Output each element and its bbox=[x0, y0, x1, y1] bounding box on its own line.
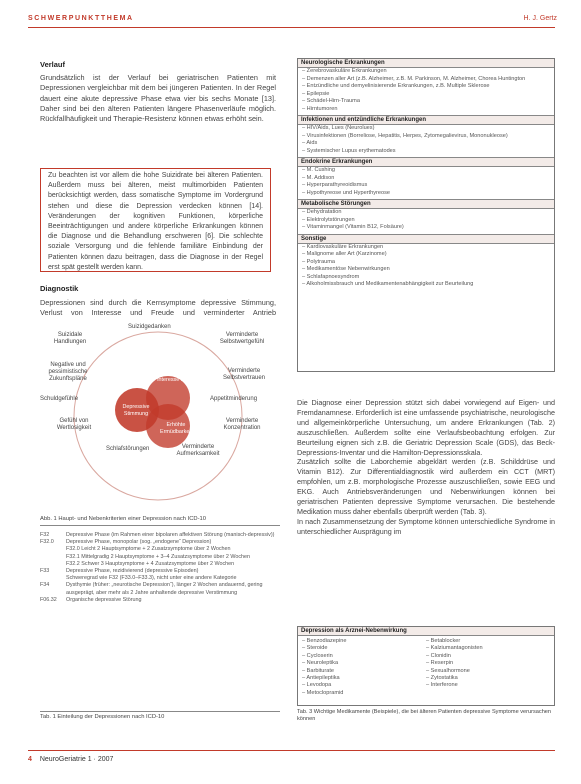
bullet-dash: – bbox=[302, 273, 307, 280]
icd10-criteria-diagram bbox=[40, 322, 276, 504]
drug-name: Benzodiazepine bbox=[306, 638, 347, 644]
bullet-dash: – bbox=[302, 682, 307, 689]
drug-name: Antiepileptika bbox=[306, 675, 340, 682]
caption-rule bbox=[40, 525, 280, 526]
outer-label-11: Suizidale Handlungen bbox=[53, 332, 87, 345]
drug-name: Betablocker bbox=[430, 638, 461, 644]
dx-item-text: Schädel-Hirn-Trauma bbox=[306, 98, 360, 104]
outer-label-3: Verminderte Selbstvertrauen bbox=[222, 368, 266, 381]
drug-name: Steroide bbox=[306, 645, 328, 652]
bullet-dash: – bbox=[302, 243, 307, 250]
bullet-dash: – bbox=[302, 209, 307, 215]
bullet-dash: – bbox=[302, 689, 307, 696]
icd-table bbox=[40, 532, 280, 604]
dx-item bbox=[298, 266, 554, 274]
drug-item bbox=[302, 682, 426, 689]
icd-code bbox=[40, 561, 66, 568]
drug-name: Levodopa bbox=[306, 682, 332, 689]
outer-label-2: Verminderte Selbstwertgefühl bbox=[219, 332, 265, 345]
dx-item bbox=[298, 91, 554, 99]
outer-label-9: Schuldgefühle bbox=[40, 396, 79, 402]
dx-item-text: Vitaminmangel (Vitamin B12, Folsäure) bbox=[306, 224, 404, 230]
bullet-dash: – bbox=[426, 682, 431, 689]
icd-description: Depressive Phase, rezidivierend (depressive Episoden) bbox=[66, 568, 199, 575]
outer-label-1: Suizidgedanken bbox=[128, 324, 171, 330]
core-label-fatigue: Erhöhte Ermüdbarkeit bbox=[159, 422, 193, 435]
dx-item-text: Virusinfektionen (Borreliose, Hepatitis, Herpes, Zytomegalievirus, Mononukleose) bbox=[306, 132, 508, 139]
icd-code: F06.32 bbox=[40, 596, 57, 603]
dx-item bbox=[298, 175, 554, 183]
header-rule bbox=[28, 27, 555, 28]
icd-description: Dysthymie (früher: „neurotische Depression“), länger 2 Wochen andauernd, gering ausgeprägt, aber mehr als 2 Jahre anhaltende depressive Verstimmung bbox=[66, 582, 263, 596]
journal-name: NeuroGeriatrie 1 · 2007 bbox=[39, 756, 114, 763]
dx-item-text: Schlafapnoesyndrom bbox=[306, 273, 360, 280]
dx-item bbox=[298, 167, 554, 175]
drug-name: Kalziumantagonisten bbox=[430, 645, 483, 652]
drug-item bbox=[426, 675, 550, 682]
bullet-dash: – bbox=[426, 638, 431, 644]
bullet-dash: – bbox=[302, 266, 307, 272]
dx-item-text: Polytrauma bbox=[306, 258, 335, 265]
diagnostik-paragraph: Depressionen sind durch die Kernsymptome depressive Stimmung, Verlust von Interesse und Freude und verminderter Antrieb bbox=[40, 298, 276, 318]
figure-caption: Abb. 1 Haupt- und Nebenkriterien einer Depression nach ICD-10 bbox=[40, 516, 206, 522]
dx-item-text: M. Cushing bbox=[306, 167, 335, 173]
footer-rule bbox=[28, 750, 555, 751]
dx-item bbox=[298, 140, 554, 148]
dx-section-title: Neurologische Erkrankungen bbox=[298, 59, 554, 68]
bullet-dash: – bbox=[302, 645, 307, 652]
bullet-dash: – bbox=[302, 98, 307, 104]
drug-item bbox=[426, 668, 550, 675]
icd-description: F32.1 Mittelgradig 2 Hauptsymptome + 3–4 Zusatzsymptome über 2 Wochen bbox=[66, 553, 251, 560]
icd-row bbox=[40, 554, 280, 561]
info-box bbox=[40, 168, 271, 272]
dx-item bbox=[298, 224, 554, 232]
right-column-text bbox=[297, 398, 555, 537]
bullet-dash: – bbox=[426, 675, 431, 682]
drug-item bbox=[302, 645, 426, 652]
bullet-dash: – bbox=[302, 251, 307, 257]
bullet-dash: – bbox=[302, 75, 307, 82]
bullet-dash: – bbox=[426, 652, 431, 659]
bullet-dash: – bbox=[302, 189, 307, 196]
drug-name: Reserpin bbox=[430, 660, 454, 667]
right-paragraph-1: Die Diagnose einer Depression stützt sich dabei vorwiegend auf Eigen- und Fremdanamnese. Erforderlich ist eine umfassende psychiatrische, neurologische und allgemeinkörperliche Untersuchung, um andere Erkrankungen (Tab. 2) auszuschließen. Außerdem sollte eine Verlaufsbeobachtung erfolgen. Zur Beurteilung eignen sich z.B. die Geriatric Depression Scale (GDS), das Beck-Depressions-Inventar und die Hamilton-Depressionsskala. bbox=[297, 398, 555, 457]
icd-description: F32.2 Schwer 3 Hauptsymptome + 4 Zusatzsymptome über 2 Wochen bbox=[66, 560, 235, 567]
dx-section bbox=[298, 199, 554, 234]
outer-label-4: Appetitminderung bbox=[210, 396, 258, 402]
differential-diagnosis-table bbox=[297, 58, 555, 372]
dx-item bbox=[298, 98, 554, 106]
dx-item bbox=[298, 244, 554, 252]
drug-name: Cycloserin bbox=[306, 652, 333, 659]
info-box-text: Zu beachten ist vor allem die hohe Suizidrate bei älteren Patienten. Außerdem muss bei älteren, meist multimorbiden Patienten berücksichtigt werden, dass somatische Symptome im Vordergrund stehen und diese die Depression verdecken können [14]. Veränderungen der kognitiven Funktionen, körperliche Beeinträchtigungen und andere körperliche Erkrankungen können die Diagnose und die Behandlung erschweren [6]. Die schlechte soziale Versorgung und die fehlende familiäre Einbindung der Patienten können dazu beitragen, dass die Diagnose in der Regel erst spät gestellt werden kann. bbox=[48, 172, 263, 271]
bullet-dash: – bbox=[302, 667, 307, 674]
icd-row bbox=[40, 561, 280, 568]
icd-row bbox=[40, 539, 280, 546]
icd-description: Organische depressive Störung bbox=[66, 596, 142, 603]
dx-item-text: Malignome aller Art (Karzinome) bbox=[306, 251, 387, 257]
drug-item bbox=[426, 645, 550, 652]
dx-item-text: Kardiovaskuläre Erkrankungen bbox=[306, 243, 384, 250]
icd-code bbox=[40, 575, 66, 582]
dx-section-title: Infektionen und entzündliche Erkrankungen bbox=[298, 115, 554, 125]
core-label-mood: Depressive Stimmung bbox=[122, 404, 150, 417]
drug-item bbox=[302, 653, 426, 660]
bullet-dash: – bbox=[302, 132, 307, 139]
dx-item-text: HIV/Aids, Lues (Neurolues) bbox=[306, 125, 375, 131]
outer-label-5: Verminderte Konzentration bbox=[223, 418, 261, 431]
drug-table-title: Depression als Arznei-Nebenwirkung bbox=[298, 627, 554, 636]
bullet-dash: – bbox=[302, 105, 307, 112]
dx-item bbox=[298, 190, 554, 198]
bullet-dash: – bbox=[302, 68, 307, 74]
dx-item-text: Alkoholmissbrauch und Medikamentenabhängigkeit zur Beurteilung bbox=[306, 281, 474, 287]
dx-item bbox=[298, 281, 554, 289]
dx-item bbox=[298, 148, 554, 156]
diagnostik-heading: Diagnostik bbox=[40, 284, 79, 293]
bullet-dash: – bbox=[302, 182, 307, 188]
bullet-dash: – bbox=[302, 652, 307, 659]
bullet-dash: – bbox=[302, 660, 307, 667]
icd-row bbox=[40, 568, 280, 575]
dx-item-text: Epilepsie bbox=[306, 90, 330, 97]
drug-item bbox=[302, 660, 426, 667]
dx-section bbox=[298, 157, 554, 199]
icd-description: F32.0 Leicht 2 Hauptsymptome + 2 Zusatzsymptome über 2 Wochen bbox=[66, 546, 231, 553]
dx-section-title: Endokrine Erkrankungen bbox=[298, 157, 554, 167]
verlauf-heading: Verlauf bbox=[40, 60, 66, 69]
page-number: 4 bbox=[28, 756, 32, 763]
outer-label-10: Negative und pessimistische Zukunftspläne bbox=[48, 362, 88, 382]
dx-item bbox=[298, 76, 554, 84]
icd-description: Depressive Phase, monopolar (sog. „endogene“ Depression) bbox=[66, 539, 212, 546]
icd-table-rule bbox=[40, 711, 280, 712]
bullet-dash: – bbox=[426, 660, 431, 667]
drug-name: Sexualhormone bbox=[430, 667, 470, 674]
icd-row bbox=[40, 597, 280, 604]
drug-item bbox=[302, 690, 426, 697]
dx-item bbox=[298, 251, 554, 259]
icd-code: F32 bbox=[40, 532, 50, 538]
drug-side-effect-table bbox=[297, 626, 555, 706]
outer-label-7: Schlafstörungen bbox=[106, 446, 150, 452]
drug-item bbox=[302, 668, 426, 675]
icd-description: Depressive Phase (im Rahmen einer bipolaren affektiven Störung (manisch-depressiv)) bbox=[66, 532, 275, 538]
icd-code: F34 bbox=[40, 582, 50, 589]
dx-item bbox=[298, 68, 554, 76]
bullet-dash: – bbox=[302, 125, 307, 131]
dx-item-text: Hirntumoren bbox=[306, 105, 338, 112]
footer bbox=[28, 756, 113, 763]
bullet-dash: – bbox=[302, 224, 307, 230]
bullet-dash: – bbox=[302, 83, 307, 89]
drug-item bbox=[426, 638, 550, 645]
header-section-title: SCHWERPUNKTTHEMA bbox=[28, 15, 134, 22]
dx-item-text: M. Addison bbox=[306, 174, 335, 181]
drug-name: Clonidin bbox=[430, 652, 451, 659]
icd-row bbox=[40, 532, 280, 539]
dx-item-text: Medikamentöse Nebenwirkungen bbox=[306, 266, 390, 272]
bullet-dash: – bbox=[302, 167, 307, 173]
drug-table-columns bbox=[298, 636, 554, 699]
right-paragraph-3: In nach Zusammensetzung der Symptome können unterschiedliche Syndrome in unterschiedlicher Ausprägung im bbox=[297, 516, 555, 536]
dx-item-text: Demenzen aller Art (z.B. Alzheimer, z.B. M. Parkinson, M. Alzheimer, Chorea Huntington bbox=[306, 75, 526, 82]
dx-item-text: Zerebrovaskuläre Erkrankungen bbox=[306, 68, 387, 74]
bullet-dash: – bbox=[302, 258, 307, 265]
drug-item bbox=[302, 675, 426, 682]
bullet-dash: – bbox=[302, 281, 307, 287]
icd-row bbox=[40, 575, 280, 582]
drug-name: Neuroleptika bbox=[306, 660, 339, 667]
bullet-dash: – bbox=[302, 90, 307, 97]
outer-label-8: Gefühl von Wertlosigkeit bbox=[56, 418, 92, 431]
dx-item bbox=[298, 133, 554, 141]
bullet-dash: – bbox=[426, 667, 431, 674]
drug-name: Zytostatika bbox=[430, 675, 458, 682]
icd-description: Schweregrad wie F32 (F33.0–F33.3), nicht unter eine andere Kategorie bbox=[66, 575, 237, 582]
header-author: H. J. Gertz bbox=[523, 15, 557, 22]
dx-item bbox=[298, 125, 554, 133]
dx-item-text: Hypothyreose und Hyperthyreose bbox=[306, 189, 391, 196]
core-label-interest: Verlust von Interesse & Freude bbox=[157, 370, 203, 383]
icd-code: F33 bbox=[40, 568, 50, 575]
diagram-graphic bbox=[40, 322, 276, 504]
drug-column-2 bbox=[426, 638, 550, 697]
table1-caption: Tab. 1 Einteilung der Depressionen nach ICD-10 bbox=[40, 714, 165, 720]
bullet-dash: – bbox=[302, 675, 307, 682]
drug-name: Interferone bbox=[430, 682, 458, 689]
bullet-dash: – bbox=[302, 140, 307, 146]
icd-row bbox=[40, 546, 280, 553]
dx-section-title: Sonstige bbox=[298, 234, 554, 244]
verlauf-paragraph: Grundsätzlich ist der Verlauf bei geriatrischen Patienten mit Depressionen vergleichbar mit dem bei jüngeren Patienten. In der Regel dauert eine akute depressive Phase etwa vier bis sechs Monate [13]. Daher sind bei den älteren Patienten längere Phasenverläufe möglich. Rückfallhäufigkeit und Therapie-Resistenz können etwas erhöht sein. bbox=[40, 73, 276, 124]
dx-item bbox=[298, 217, 554, 225]
bullet-dash: – bbox=[302, 174, 307, 181]
dx-item-text: Entzündliche und demyelinisierende Erkrankungen, z.B. Multiple Sklerose bbox=[306, 83, 490, 89]
dx-section bbox=[298, 59, 554, 115]
drug-item bbox=[426, 653, 550, 660]
bullet-dash: – bbox=[302, 216, 307, 223]
dx-item bbox=[298, 259, 554, 267]
dx-section bbox=[298, 234, 554, 291]
drug-item bbox=[426, 660, 550, 667]
dx-item-text: Hyperparathyreoidismus bbox=[306, 182, 368, 188]
icd-code bbox=[40, 546, 66, 553]
bullet-dash: – bbox=[426, 645, 431, 652]
dx-item bbox=[298, 106, 554, 114]
drug-name: Metoclopramid bbox=[306, 689, 344, 696]
bullet-dash: – bbox=[302, 147, 307, 154]
drug-item bbox=[426, 682, 550, 689]
right-paragraph-2: Zusätzlich sollte die Laborchemie abgeklärt werden (z.B. Schilddrüse und Vitamin B12). Zur Differentialdiagnostik wird außerdem ein CCT (MRT) empfohlen, um z.B. morphologische Prozesse auszuschließen, sowie EEG und EKG. Auch Antriebsveränderungen und Nebenwirkungen können bei geriatrischen Patienten depressive Symptome verursachen. Die bestehende Medikation muss daher ebenfalls überprüft werden (Tab. 3). bbox=[297, 457, 555, 516]
icd-row bbox=[40, 582, 280, 596]
dx-item-text: Aids bbox=[306, 140, 318, 146]
drug-column-1 bbox=[302, 638, 426, 697]
dx-item bbox=[298, 274, 554, 282]
drug-item bbox=[302, 638, 426, 645]
dx-item bbox=[298, 209, 554, 217]
dx-item-text: Dehydratation bbox=[306, 209, 342, 215]
table3-caption: Tab. 3 Wichtige Medikamente (Beispiele), die bei älteren Patienten depressive Symptome verursachen können bbox=[297, 709, 552, 723]
dx-section bbox=[298, 115, 554, 157]
dx-item-text: Systemischer Lupus erythematodes bbox=[306, 147, 396, 154]
dx-item-text: Elektrolytstörungen bbox=[306, 216, 355, 223]
bullet-dash: – bbox=[302, 638, 307, 644]
dx-item bbox=[298, 83, 554, 91]
outer-label-6: Verminderte Aufmerksamkeit bbox=[176, 444, 220, 457]
dx-section-title: Metabolische Störungen bbox=[298, 199, 554, 209]
dx-item bbox=[298, 182, 554, 190]
icd-code bbox=[40, 554, 66, 561]
drug-name: Barbiturate bbox=[306, 667, 335, 674]
icd-code: F32.0 bbox=[40, 539, 54, 546]
